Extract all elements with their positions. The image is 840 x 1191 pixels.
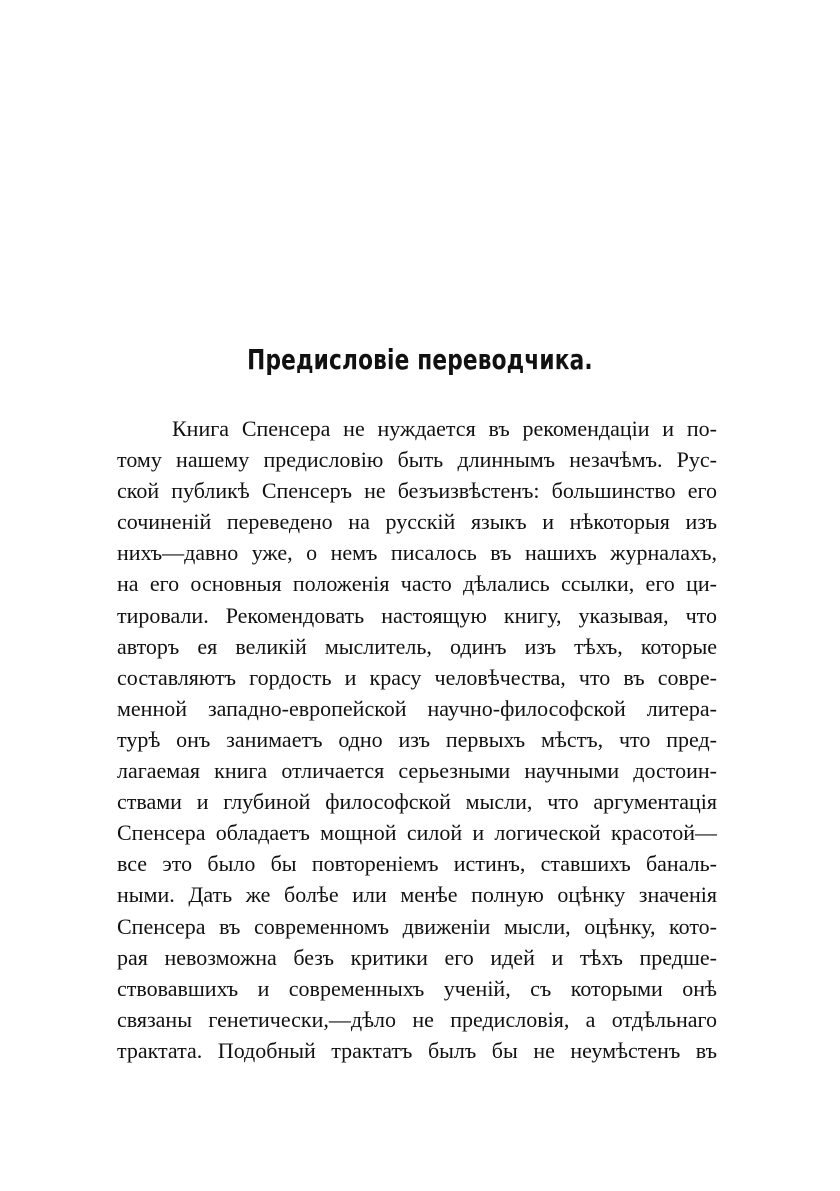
text-line: ствами и глубиной философской мысли, что аргументація: [117, 789, 717, 815]
text-line: рая невозможна безъ критики его идей и тѣхъ предше-: [117, 944, 717, 970]
text-line: сочиненій переведено на русскій языкъ и нѣкоторыя изъ: [117, 509, 717, 535]
text-line: все это было бы повтореніемъ истинъ, ставшихъ баналь-: [117, 851, 717, 877]
page-title: Предисловіе переводчика.: [247, 343, 593, 376]
text-line: связаны генетически,—дѣло не предисловія, а отдѣльнаго: [117, 1006, 717, 1032]
text-line: ными. Дать же болѣе или менѣе полную оцѣнку значенія: [117, 882, 717, 908]
text-line: Спенсера въ современномъ движеніи мысли, оцѣнку, кото-: [117, 913, 717, 939]
body-paragraph: [117, 413, 717, 1066]
text-line: ствовавшихъ и современныхъ ученій, съ которыми онѣ: [117, 975, 717, 1001]
text-line: тому нашему предисловію быть длиннымъ незачѣмъ. Рус-: [117, 447, 717, 473]
text-line: трактата. Подобный трактатъ былъ бы не неумѣстенъ въ: [117, 1037, 717, 1063]
text-line: составляютъ гордость и красу человѣчества, что въ совре-: [117, 664, 717, 690]
text-line: тировали. Рекомендовать настоящую книгу, указывая, что: [117, 602, 717, 628]
text-line: нихъ—давно уже, о немъ писалось въ нашихъ журналахъ,: [117, 540, 717, 566]
text-line: Спенсера обладаетъ мощной силой и логической красотой—: [117, 820, 717, 846]
text-line: авторъ ея великій мыслитель, одинъ изъ тѣхъ, которые: [117, 633, 717, 659]
text-line: лагаемая книга отличается серьезными научными достоин-: [117, 758, 717, 784]
text-line: на его основныя положенія часто дѣлались ссылки, его ци-: [117, 571, 717, 597]
text-line: турѣ онъ занимаетъ одно изъ первыхъ мѣстъ, что пред-: [117, 726, 717, 752]
text-line: менной западно-европейской научно-философской литера-: [117, 695, 717, 721]
text-line: Книга Спенсера не нуждается въ рекомендаціи и по-: [172, 416, 717, 441]
text-line: ской публикѣ Спенсеръ не безъизвѣстенъ: большинство его: [117, 478, 717, 504]
